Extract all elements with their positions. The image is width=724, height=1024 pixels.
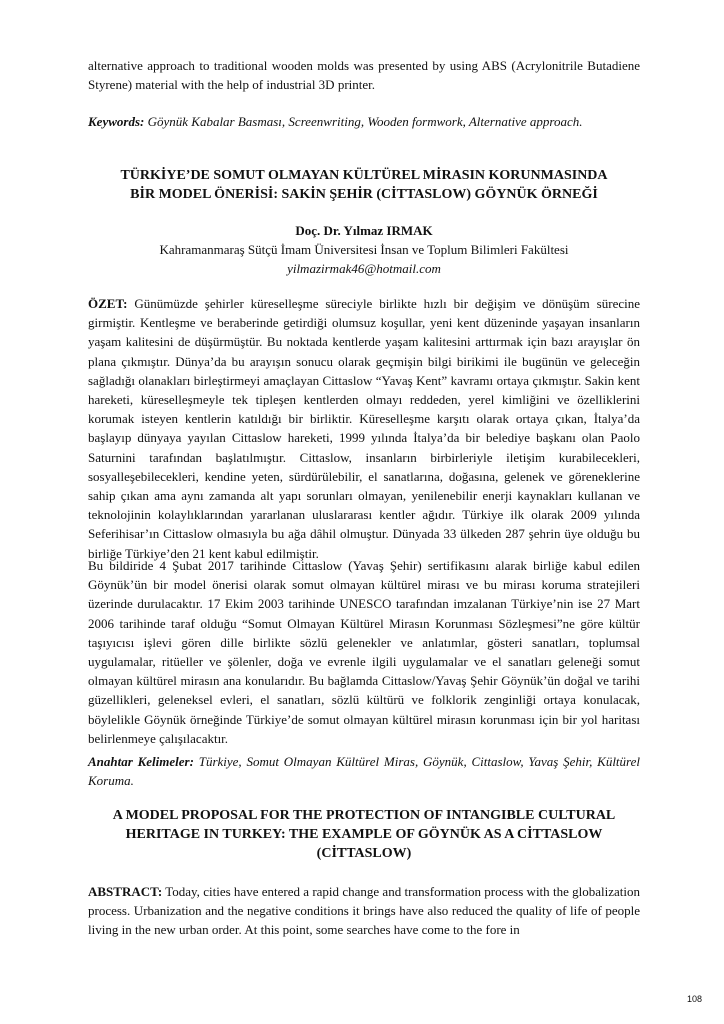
keywords-en-label: Keywords: xyxy=(88,114,145,129)
intro-continuation: alternative approach to traditional wooden molds was presented by using ABS (Acrylonitrile Butadiene Styrene) material with the help of industrial 3D printer. xyxy=(88,58,640,93)
abstract-text: Today, cities have entered a rapid change and transformation process with the globalization process. Urbanization and the negative conditions it brings have also reduced the quality of life of people living in the new urban order. At this point, some searches have come to the fore in xyxy=(88,884,640,938)
keywords-tr-label: Anahtar Kelimeler: xyxy=(88,754,194,769)
author-affiliation: Kahramanmaraş Sütçü İmam Üniversitesi İnsan ve Toplum Bilimleri Fakültesi xyxy=(159,242,569,257)
author-email: yilmazirmak46@hotmail.com xyxy=(287,261,441,276)
tr-title: TÜRKİYE’DE SOMUT OLMAYAN KÜLTÜREL MİRASIN KORUNMASINDA BİR MODEL ÖNERİSİ: SAKİN ŞEHİR (CİTTASLOW) GÖYNÜK ÖRNEĞİ xyxy=(120,168,608,202)
keywords-tr-text: Türkiye, Somut Olmayan Kültürel Miras, Göynük, Cittaslow, Yavaş Şehir, Kültürel Koruma. xyxy=(88,754,640,789)
en-title: A MODEL PROPOSAL FOR THE PROTECTION OF INTANGIBLE CULTURAL HERITAGE IN TURKEY: THE EXAMPLE OF GÖYNÜK AS A CİTTASLOW (CİTTASLOW) xyxy=(112,808,616,861)
ozet-paragraph xyxy=(88,294,640,563)
keywords-en xyxy=(88,112,640,131)
body-paragraph: Bu bildiride 4 Şubat 2017 tarihinde Cittaslow (Yavaş Şehir) sertifikasını alarak birliğe kabul edilen Göynük’ün bir model önerisi olarak somut olmayan kültürel mirası ve bu mirası koruma stratejileri üzerinde durulacaktır. 17 Ekim 2003 tarihinde UNESCO tarafından imzalanan Türkiye’nin ise 27 Mart 2006 tarihinde taraf olduğu “Somut Olmayan Kültürel Mirasın Korunması Sözleşmesi”ne göre kültür taşıyıcısı işlevi gören dille birlikte sözlü gelenekler ve anlatımlar, gösteri sanatları, toplumsal uygulamalar, ritüeller ve şölenler, doğa ve evrenle ilgili uygulamalar ve el sanatları geleneği somut olmayan kültürel mirasın ana konularıdır. Bu bağlamda Cittaslow/Yavaş Şehir Göynük’ün doğal ve tarihi güzellikleri, geleneksel evleri, el sanatları, sözlü kültürü ve folklorik zenginliği ortaya konulacak, böylelikle Göynük örneğinde Türkiye’de somut olmayan kültürel mirasın korunması için bir yol haritası belirlenmeye çalışılacaktır. xyxy=(88,558,640,746)
abstract-paragraph xyxy=(88,882,640,940)
page-number: 108 xyxy=(686,994,702,1004)
abstract-label: ABSTRACT: xyxy=(88,884,163,899)
author-name: Doç. Dr. Yılmaz IRMAK xyxy=(295,223,433,238)
keywords-en-text: Göynük Kabalar Basması, Screenwriting, Wooden formwork, Alternative approach. xyxy=(144,114,583,129)
keywords-tr xyxy=(88,752,640,790)
ozet-text: Günümüzde şehirler küreselleşme süreciyle birlikte hızlı bir değişim ve dönüşüm sürecine girmiştir. Kentleşme ve beraberinde getirdiği olumsuz koşullar, yeni kent düzeninde yaşayan insanların yaşam kalitesini de düşürmüştür. Bu noktada kentlerde yaşam kalitesini arttırmak için bazı arayışlar ön plana çıkmıştır. Dünya’da bu arayışın sonucu olarak geçmişin bilgi birikimi ile bugünün ve geleceğin sağladığı olanakları birleştirmeyi amaçlayan Cittaslow “Yavaş Kent” kavramı ortaya çıkmıştır. Sakin kent hareketi, küreselleşmeyle tek tipleşen kentlerden olmayı reddeden, yerel kimliğini ve özelliklerini korumak isteyen kentlerin katıldığı bir birliktir. Küreselleşme karşıtı olarak ortaya çıkan, İtalya’da başlayıp dünyaya yayılan Cittaslow hareketi, 1999 yılında İtalya’da bir belediye başkanı olan Paolo Saturnini tarafından başlatılmıştır. Cittaslow, insanların birbirleriyle iletişim kurabilecekleri, sosyalleşebilecekleri, kendine yeten, sürdürülebilir, el sanatlarına, doğasına, gelenek ve göreneklerine sahip çıkan ama aynı zamanda alt yapı sorunları olmayan, yenilenebilir enerji kaynakları kullanan ve teknolojinin kolaylıklarından yararlanan uluslararası kentler ağıdır. Türkiye ilk olarak 2009 yılında Seferihisar’ın Cittaslow olmasıyla bu ağa dâhil olmuştur. Dünyada 33 ülkeden 287 şehrin üye olduğu bu birliğe Türkiye’den 21 kent kabul edilmiştir. xyxy=(88,296,640,561)
ozet-label: ÖZET: xyxy=(88,296,128,311)
